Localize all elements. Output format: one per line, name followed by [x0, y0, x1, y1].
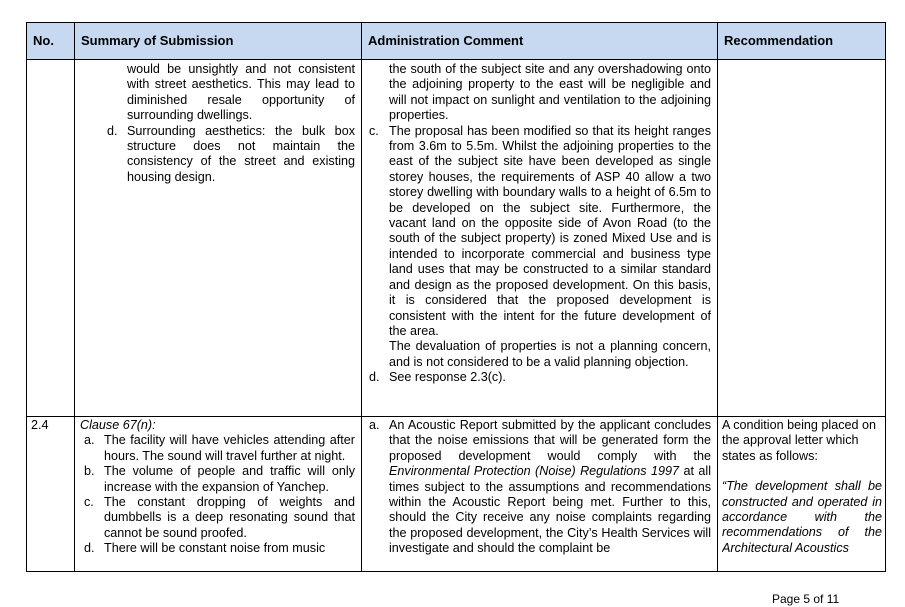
comment-text: An Acoustic Report submitted by the applicant concludes that the noise emissions that will be generated form the proposed development would comply with the	[389, 418, 711, 463]
border-col3	[717, 22, 718, 572]
row2-number: 2.4	[31, 418, 49, 432]
item-label: a.	[84, 433, 95, 448]
item-label: d.	[369, 370, 380, 385]
row2-recommendation	[722, 418, 882, 570]
border-bottom	[26, 571, 886, 572]
border-col2	[361, 22, 362, 572]
item-text: See response 2.3(c).	[389, 370, 506, 385]
border-right	[885, 22, 886, 572]
list-item	[365, 124, 711, 340]
list-item	[80, 464, 355, 495]
header-recommendation-label: Recommendation	[724, 33, 834, 48]
clause-heading: Clause 67(n):	[80, 418, 156, 432]
row1-comment	[365, 62, 711, 386]
border-top	[26, 22, 886, 23]
recommendation-quote: “The development shall be constructed and operated in accordance with the recommendations of the Architectural Acoustics	[722, 479, 882, 555]
item-text: The volume of people and traffic will only increase with the expansion of Yanchep.	[104, 464, 355, 494]
list-item	[365, 339, 711, 370]
item-label: a.	[369, 418, 380, 432]
border-row	[26, 416, 886, 417]
page-number: Page 5 of 11	[772, 592, 840, 606]
list-item	[80, 495, 355, 541]
header-comment	[361, 22, 717, 59]
header-no	[26, 22, 74, 59]
item-label: c.	[84, 495, 94, 510]
item-text: The constant dropping of weights and dumbbells is a deep resonating sound that cannot be sound proofed.	[104, 495, 355, 540]
item-text: would be unsightly and not consistent with street aesthetics. This may lead to diminished resale opportunity of surrounding dwellings.	[127, 62, 355, 123]
item-text: The devaluation of properties is not a planning concern, and is not considered to be a valid planning objection.	[389, 339, 711, 369]
header-recommendation	[717, 22, 886, 59]
recommendation-intro: A condition being placed on the approval letter which states as follows:	[722, 418, 877, 463]
list-item	[103, 62, 355, 124]
border-left	[26, 22, 27, 572]
row2-summary	[80, 418, 355, 570]
item-text: There will be constant noise from music	[104, 541, 326, 556]
item-text: Surrounding aesthetics: the bulk box structure does not maintain the consistency of the street and existing housing design.	[127, 123, 355, 184]
submissions-table	[26, 22, 886, 572]
header-no-label: No.	[33, 33, 54, 48]
list-item	[80, 433, 355, 464]
item-text: the south of the subject site and any overshadowing onto the adjoining property to the east will be negligible and will not impact on sunlight and ventilation to the adjoining properties.	[389, 62, 711, 123]
item-text: The proposal has been modified so that its height ranges from 3.6m to 5.5m. Whilst the adjoining properties to the east of the subject site have been developed as single storey houses, the requirements of ASP 40 allow a two storey dwelling with boundary walls to a height of 6.5m to be developed on the subject site. Furthermore, the vacant land on the opposite side of Avon Road (to the south of the subject property) is zoned Mixed Use and is intended to incorporate commercial and business type land uses that may be constructed to a similar standard and design as the proposed development. On this basis, it is considered that the proposed development is consistent with the intent for the future development of the area.	[389, 123, 711, 338]
list-item	[365, 370, 711, 385]
item-label: d.	[107, 123, 118, 138]
comment-text-cont: at all times subject to the assumptions and recommendations within the Acoustic Report being met. Further to this, should the City receive any noise complaints regarding the proposed development, the City’s Health Services will investigate and should the complaint be	[389, 464, 711, 556]
header-summary	[74, 22, 361, 59]
list-item	[103, 124, 355, 186]
row2-comment	[365, 418, 711, 570]
item-label: d.	[84, 541, 95, 556]
item-text: The facility will have vehicles attending after hours. The sound will travel further at night.	[104, 433, 355, 463]
list-item	[365, 62, 711, 124]
regulation-title: Environmental Protection (Noise) Regulations 1997	[389, 464, 680, 479]
header-summary-label: Summary of Submission	[81, 33, 234, 48]
border-header	[26, 59, 886, 60]
comment-item-a	[365, 418, 711, 557]
list-item	[80, 541, 355, 556]
row1-summary	[103, 62, 355, 185]
item-label: b.	[84, 464, 95, 479]
item-label: c.	[369, 123, 379, 138]
header-comment-label: Administration Comment	[368, 33, 524, 48]
border-col1	[74, 22, 75, 572]
